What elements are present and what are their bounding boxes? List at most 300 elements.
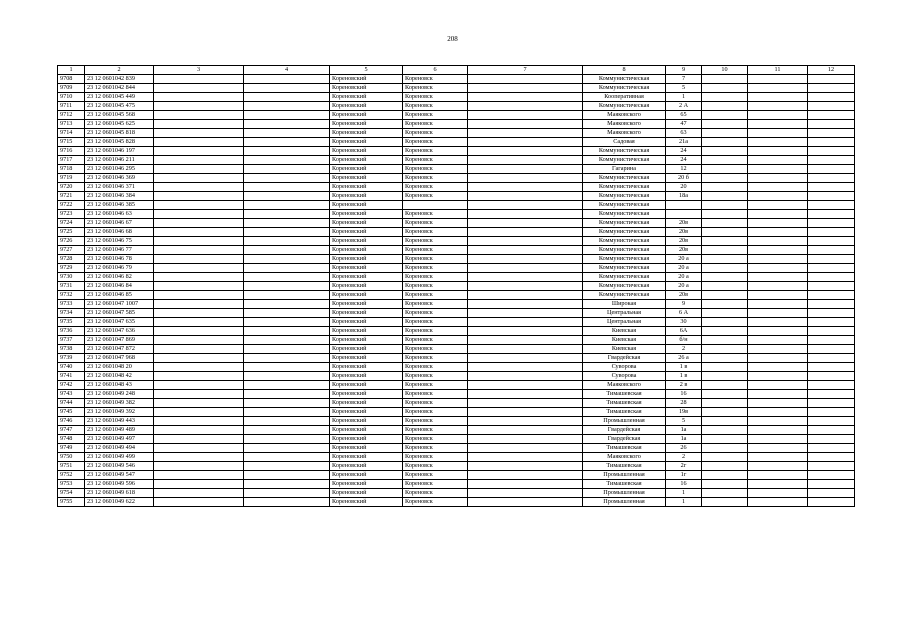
col-12-cell (808, 300, 855, 309)
city-cell: Кореновск (403, 228, 468, 237)
table-row (58, 255, 855, 264)
cadastral-number-cell: 23 12 0601042 839 (85, 75, 154, 84)
table-row (58, 156, 855, 165)
house-number-cell: 2 (666, 453, 702, 462)
city-cell: Кореновск (403, 426, 468, 435)
col-11-cell (748, 471, 808, 480)
city-cell (403, 201, 468, 210)
col-4-cell (244, 201, 330, 210)
col-12-cell (808, 282, 855, 291)
district-cell: Кореновский (330, 273, 403, 282)
cadastral-number-cell: 23 12 0601046 211 (85, 156, 154, 165)
col-3-cell (154, 201, 244, 210)
col-3-cell (154, 246, 244, 255)
city-cell: Кореновск (403, 165, 468, 174)
record-number-cell: 9719 (58, 174, 85, 183)
street-cell: Суворова (583, 363, 666, 372)
district-cell: Кореновский (330, 372, 403, 381)
city-cell: Кореновск (403, 111, 468, 120)
col-4-cell (244, 336, 330, 345)
col-4-cell (244, 174, 330, 183)
house-number-cell: 1 (666, 93, 702, 102)
col-12-cell (808, 498, 855, 507)
table-row (58, 345, 855, 354)
district-cell: Кореновский (330, 282, 403, 291)
record-number-cell: 9725 (58, 228, 85, 237)
col-12-cell (808, 426, 855, 435)
col-12-cell (808, 129, 855, 138)
col-4-cell (244, 273, 330, 282)
col-7-cell (468, 417, 583, 426)
col-10-cell (702, 309, 748, 318)
col-11-cell (748, 300, 808, 309)
col-3-cell (154, 174, 244, 183)
house-number-cell: 16 (666, 480, 702, 489)
col-7-cell (468, 408, 583, 417)
col-4-cell (244, 111, 330, 120)
city-cell: Кореновск (403, 354, 468, 363)
table-row (58, 471, 855, 480)
col-11-cell (748, 201, 808, 210)
city-cell: Кореновск (403, 183, 468, 192)
column-header: 2 (85, 66, 154, 75)
record-number-cell: 9716 (58, 147, 85, 156)
column-header: 7 (468, 66, 583, 75)
table-row (58, 273, 855, 282)
district-cell: Кореновский (330, 390, 403, 399)
city-cell: Кореновск (403, 147, 468, 156)
col-11-cell (748, 111, 808, 120)
record-number-cell: 9742 (58, 381, 85, 390)
col-3-cell (154, 84, 244, 93)
col-10-cell (702, 372, 748, 381)
col-10-cell (702, 300, 748, 309)
col-11-cell (748, 318, 808, 327)
house-number-cell: 20в (666, 237, 702, 246)
col-3-cell (154, 183, 244, 192)
col-12-cell (808, 93, 855, 102)
col-11-cell (748, 156, 808, 165)
col-4-cell (244, 138, 330, 147)
col-3-cell (154, 471, 244, 480)
col-7-cell (468, 219, 583, 228)
house-number-cell: б/н (666, 336, 702, 345)
street-cell: Коммунистическая (583, 201, 666, 210)
col-11-cell (748, 417, 808, 426)
table-row (58, 390, 855, 399)
record-number-cell: 9747 (58, 426, 85, 435)
col-3-cell (154, 192, 244, 201)
street-cell: Центральная (583, 309, 666, 318)
cadastral-number-cell: 23 12 0601047 1007 (85, 300, 154, 309)
col-4-cell (244, 309, 330, 318)
district-cell: Кореновский (330, 201, 403, 210)
col-11-cell (748, 480, 808, 489)
city-cell: Кореновск (403, 336, 468, 345)
col-11-cell (748, 183, 808, 192)
city-cell: Кореновск (403, 498, 468, 507)
street-cell: Коммунистическая (583, 264, 666, 273)
col-4-cell (244, 192, 330, 201)
cadastral-number-cell: 23 12 0601045 818 (85, 129, 154, 138)
street-cell: Маяковского (583, 129, 666, 138)
house-number-cell: 24 (666, 156, 702, 165)
house-number-cell: 6 А (666, 309, 702, 318)
col-7-cell (468, 183, 583, 192)
district-cell: Кореновский (330, 453, 403, 462)
record-number-cell: 9745 (58, 408, 85, 417)
col-4-cell (244, 498, 330, 507)
record-number-cell: 9735 (58, 318, 85, 327)
district-cell: Кореновский (330, 480, 403, 489)
street-cell: Коммунистическая (583, 210, 666, 219)
street-cell: Центральная (583, 318, 666, 327)
col-11-cell (748, 372, 808, 381)
cadastral-number-cell: 23 12 0601042 844 (85, 84, 154, 93)
street-cell: Коммунистическая (583, 237, 666, 246)
house-number-cell: 26 (666, 444, 702, 453)
column-header: 4 (244, 66, 330, 75)
district-cell: Кореновский (330, 291, 403, 300)
col-4-cell (244, 291, 330, 300)
col-3-cell (154, 165, 244, 174)
col-11-cell (748, 219, 808, 228)
col-11-cell (748, 246, 808, 255)
city-cell: Кореновск (403, 327, 468, 336)
col-7-cell (468, 264, 583, 273)
table-row (58, 138, 855, 147)
col-12-cell (808, 120, 855, 129)
col-7-cell (468, 462, 583, 471)
city-cell: Кореновск (403, 174, 468, 183)
street-cell: Гвардейская (583, 435, 666, 444)
record-number-cell: 9713 (58, 120, 85, 129)
house-number-cell: 1 в (666, 363, 702, 372)
column-header: 5 (330, 66, 403, 75)
record-number-cell: 9717 (58, 156, 85, 165)
district-cell: Кореновский (330, 264, 403, 273)
house-number-cell: 19в (666, 408, 702, 417)
page-number: 208 (447, 35, 458, 43)
record-number-cell: 9718 (58, 165, 85, 174)
city-cell: Кореновск (403, 480, 468, 489)
col-11-cell (748, 282, 808, 291)
street-cell: Тимашевская (583, 399, 666, 408)
cadastral-number-cell: 23 12 0601045 475 (85, 102, 154, 111)
district-cell: Кореновский (330, 462, 403, 471)
table-row (58, 363, 855, 372)
col-4-cell (244, 210, 330, 219)
street-cell: Коммунистическая (583, 183, 666, 192)
house-number-cell (666, 210, 702, 219)
col-11-cell (748, 489, 808, 498)
cadastral-number-cell: 23 12 0601046 67 (85, 219, 154, 228)
record-number-cell: 9726 (58, 237, 85, 246)
street-cell: Маяковского (583, 381, 666, 390)
table-row (58, 129, 855, 138)
col-10-cell (702, 408, 748, 417)
house-number-cell: 20 а (666, 273, 702, 282)
col-7-cell (468, 156, 583, 165)
col-3-cell (154, 102, 244, 111)
col-11-cell (748, 426, 808, 435)
street-cell: Коммунистическая (583, 228, 666, 237)
table-row (58, 417, 855, 426)
city-cell: Кореновск (403, 93, 468, 102)
col-7-cell (468, 273, 583, 282)
city-cell: Кореновск (403, 300, 468, 309)
table-row (58, 291, 855, 300)
table-row (58, 399, 855, 408)
col-3-cell (154, 462, 244, 471)
col-7-cell (468, 327, 583, 336)
col-11-cell (748, 228, 808, 237)
cadastral-number-cell: 23 12 0601049 382 (85, 399, 154, 408)
cadastral-number-cell: 23 12 0601049 618 (85, 489, 154, 498)
district-cell: Кореновский (330, 381, 403, 390)
cadastral-number-cell: 23 12 0601049 497 (85, 435, 154, 444)
cadastral-number-cell: 23 12 0601046 84 (85, 282, 154, 291)
col-4-cell (244, 264, 330, 273)
col-7-cell (468, 138, 583, 147)
record-number-cell: 9711 (58, 102, 85, 111)
col-11-cell (748, 462, 808, 471)
col-12-cell (808, 201, 855, 210)
col-12-cell (808, 489, 855, 498)
record-number-cell: 9733 (58, 300, 85, 309)
record-number-cell: 9736 (58, 327, 85, 336)
cadastral-number-cell: 23 12 0601046 78 (85, 255, 154, 264)
district-cell: Кореновский (330, 309, 403, 318)
record-number-cell: 9721 (58, 192, 85, 201)
district-cell: Кореновский (330, 345, 403, 354)
col-10-cell (702, 291, 748, 300)
cadastral-number-cell: 23 12 0601047 635 (85, 318, 154, 327)
col-12-cell (808, 246, 855, 255)
cadastral-number-cell: 23 12 0601049 443 (85, 417, 154, 426)
col-4-cell (244, 237, 330, 246)
col-12-cell (808, 228, 855, 237)
district-cell: Кореновский (330, 165, 403, 174)
district-cell: Кореновский (330, 300, 403, 309)
district-cell: Кореновский (330, 129, 403, 138)
district-cell: Кореновский (330, 102, 403, 111)
col-10-cell (702, 255, 748, 264)
record-number-cell: 9755 (58, 498, 85, 507)
col-11-cell (748, 102, 808, 111)
street-cell: Промышленная (583, 417, 666, 426)
col-3-cell (154, 480, 244, 489)
city-cell: Кореновск (403, 453, 468, 462)
house-number-cell: 20в (666, 219, 702, 228)
city-cell: Кореновск (403, 102, 468, 111)
house-number-cell: 20в (666, 291, 702, 300)
col-10-cell (702, 471, 748, 480)
col-4-cell (244, 219, 330, 228)
record-number-cell: 9724 (58, 219, 85, 228)
col-7-cell (468, 165, 583, 174)
col-12-cell (808, 345, 855, 354)
house-number-cell: 16 (666, 390, 702, 399)
cadastral-number-cell: 23 12 0601046 295 (85, 165, 154, 174)
col-11-cell (748, 444, 808, 453)
col-11-cell (748, 84, 808, 93)
street-cell: Коммунистическая (583, 174, 666, 183)
col-10-cell (702, 498, 748, 507)
city-cell: Кореновск (403, 246, 468, 255)
table-row (58, 381, 855, 390)
street-cell: Коммунистическая (583, 156, 666, 165)
house-number-cell: 9 (666, 300, 702, 309)
record-number-cell: 9746 (58, 417, 85, 426)
col-4-cell (244, 246, 330, 255)
col-11-cell (748, 75, 808, 84)
col-10-cell (702, 219, 748, 228)
street-cell: Коммунистическая (583, 84, 666, 93)
table-row (58, 174, 855, 183)
house-number-cell: 20 б (666, 174, 702, 183)
col-7-cell (468, 147, 583, 156)
district-cell: Кореновский (330, 363, 403, 372)
house-number-cell: 21а (666, 138, 702, 147)
house-number-cell: 1 (666, 498, 702, 507)
col-4-cell (244, 453, 330, 462)
cadastral-number-cell: 23 12 0601046 369 (85, 174, 154, 183)
column-header: 1 (58, 66, 85, 75)
col-4-cell (244, 408, 330, 417)
col-12-cell (808, 471, 855, 480)
col-10-cell (702, 363, 748, 372)
col-11-cell (748, 435, 808, 444)
cadastral-number-cell: 23 12 0601045 828 (85, 138, 154, 147)
street-cell: Гагарина (583, 165, 666, 174)
col-11-cell (748, 291, 808, 300)
table-row (58, 408, 855, 417)
house-number-cell: 1г (666, 471, 702, 480)
table-row (58, 480, 855, 489)
table-row (58, 282, 855, 291)
col-12-cell (808, 210, 855, 219)
column-header: 8 (583, 66, 666, 75)
col-10-cell (702, 93, 748, 102)
col-11-cell (748, 336, 808, 345)
city-cell: Кореновск (403, 264, 468, 273)
cadastral-number-cell: 23 12 0601049 494 (85, 444, 154, 453)
col-7-cell (468, 282, 583, 291)
district-cell: Кореновский (330, 408, 403, 417)
record-number-cell: 9753 (58, 480, 85, 489)
table-row (58, 192, 855, 201)
street-cell: Маяковского (583, 111, 666, 120)
record-number-cell: 9749 (58, 444, 85, 453)
col-11-cell (748, 93, 808, 102)
col-4-cell (244, 255, 330, 264)
col-4-cell (244, 435, 330, 444)
col-12-cell (808, 264, 855, 273)
district-cell: Кореновский (330, 75, 403, 84)
record-number-cell: 9754 (58, 489, 85, 498)
district-cell: Кореновский (330, 318, 403, 327)
col-10-cell (702, 75, 748, 84)
col-10-cell (702, 327, 748, 336)
col-4-cell (244, 426, 330, 435)
col-3-cell (154, 354, 244, 363)
col-11-cell (748, 399, 808, 408)
record-number-cell: 9744 (58, 399, 85, 408)
street-cell: Коммунистическая (583, 102, 666, 111)
col-3-cell (154, 327, 244, 336)
record-number-cell: 9752 (58, 471, 85, 480)
col-7-cell (468, 363, 583, 372)
street-cell: Маяковского (583, 120, 666, 129)
district-cell: Кореновский (330, 147, 403, 156)
district-cell: Кореновский (330, 219, 403, 228)
col-7-cell (468, 210, 583, 219)
table-row (58, 228, 855, 237)
district-cell: Кореновский (330, 138, 403, 147)
col-4-cell (244, 390, 330, 399)
table-row (58, 147, 855, 156)
house-number-cell: 7 (666, 75, 702, 84)
cadastral-number-cell: 23 12 0601049 489 (85, 426, 154, 435)
col-12-cell (808, 462, 855, 471)
record-number-cell: 9720 (58, 183, 85, 192)
record-number-cell: 9738 (58, 345, 85, 354)
table-row (58, 372, 855, 381)
street-cell: Коммунистическая (583, 291, 666, 300)
street-cell: Коммунистическая (583, 147, 666, 156)
col-7-cell (468, 75, 583, 84)
district-cell: Кореновский (330, 84, 403, 93)
col-10-cell (702, 183, 748, 192)
house-number-cell: 20в (666, 246, 702, 255)
col-3-cell (154, 336, 244, 345)
city-cell: Кореновск (403, 444, 468, 453)
col-7-cell (468, 318, 583, 327)
table-row (58, 210, 855, 219)
house-number-cell: 1а (666, 435, 702, 444)
col-12-cell (808, 327, 855, 336)
col-3-cell (154, 111, 244, 120)
record-number-cell: 9734 (58, 309, 85, 318)
city-cell: Кореновск (403, 471, 468, 480)
col-11-cell (748, 390, 808, 399)
col-10-cell (702, 390, 748, 399)
col-4-cell (244, 228, 330, 237)
record-number-cell: 9729 (58, 264, 85, 273)
house-number-cell: 47 (666, 120, 702, 129)
record-number-cell: 9714 (58, 129, 85, 138)
cadastral-number-cell: 23 12 0601047 872 (85, 345, 154, 354)
table-row (58, 309, 855, 318)
col-10-cell (702, 138, 748, 147)
col-7-cell (468, 201, 583, 210)
cadastral-number-cell: 23 12 0601048 43 (85, 381, 154, 390)
register-table (57, 65, 855, 507)
cadastral-number-cell: 23 12 0601047 869 (85, 336, 154, 345)
column-header: 10 (702, 66, 748, 75)
col-3-cell (154, 372, 244, 381)
street-cell: Коммунистическая (583, 246, 666, 255)
cadastral-number-cell: 23 12 0601049 499 (85, 453, 154, 462)
col-4-cell (244, 300, 330, 309)
cadastral-number-cell: 23 12 0601049 546 (85, 462, 154, 471)
district-cell: Кореновский (330, 156, 403, 165)
house-number-cell: 20 а (666, 255, 702, 264)
col-7-cell (468, 399, 583, 408)
street-cell: Киевская (583, 336, 666, 345)
col-3-cell (154, 300, 244, 309)
